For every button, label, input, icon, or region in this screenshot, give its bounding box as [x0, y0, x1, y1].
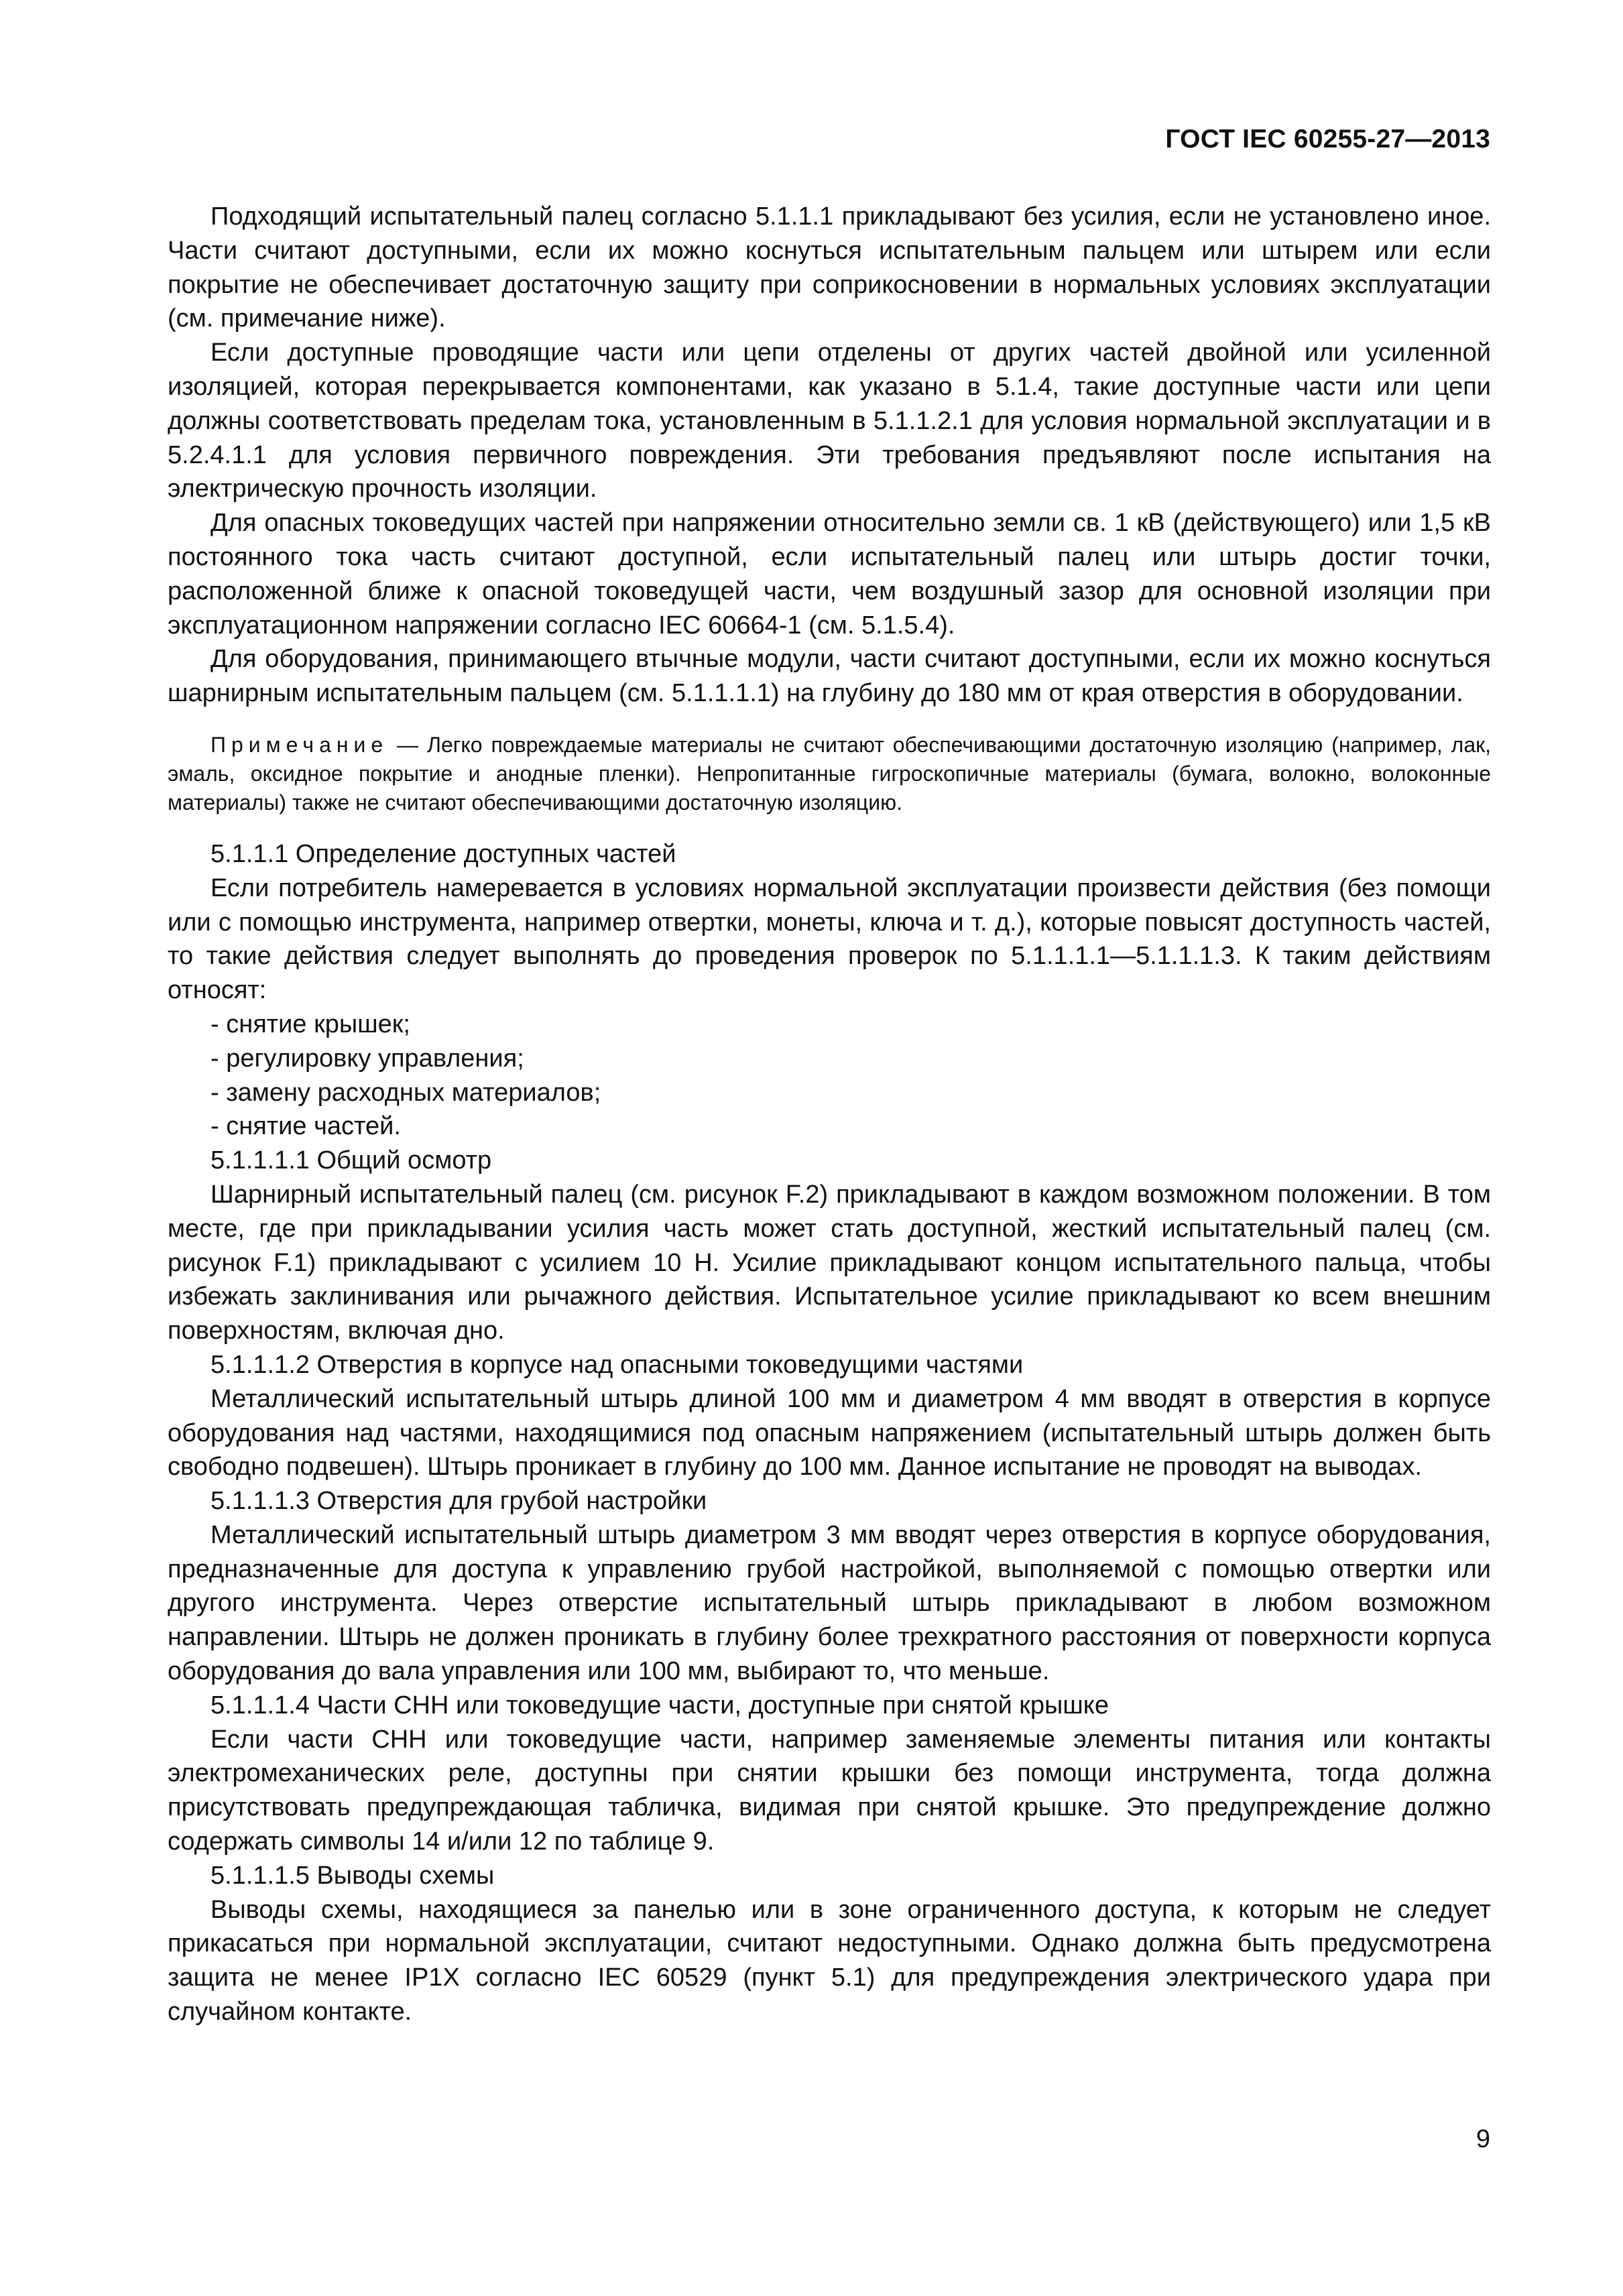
section-text-5-1-1-1-4: Если части СНН или токоведущие части, например заменяемые элементы питания или контакты электромеханических реле, доступны при снятии крышки без помощи инструмента, тогда должна присутствовать предупреждающая табличка, видимая при снятой крышке. Это предупреждение должно содержать символы 14 и/или 12 по таблице 9.	[168, 1725, 1491, 1856]
section-text-5-1-1-1-1: Шарнирный испытательный палец (см. рисунок F.2) прикладывают в каждом возможном положении. В том месте, где при прикладывании усилия часть может стать доступной, жесткий испытательный палец (см. рисунок F.1) прикладывают с усилием 10 Н. Усилие прикладывают концом испытательного пальца, чтобы избежать заклинивания или рычажного действия. Испытательное усилие прикладывают ко всем внешним поверхностям, включая дно.	[168, 1180, 1491, 1345]
paragraph-1: Подходящий испытательный палец согласно 5.1.1.1 прикладывают без усилия, если не установлено иное. Части считают доступными, если их можно коснуться испытательным пальцем или штырем или если покрытие не обеспечивает достаточную защиту при соприкосновении в нормальных условиях эксплуатации (см. примечание ниже).	[168, 202, 1491, 333]
section-text-5-1-1-1-2: Металлический испытательный штырь длиной 100 мм и диаметром 4 мм вводят в отверстия в корпусе оборудования над частями, находящимися под опасным напряжением (испытательный штырь должен быть свободно подвешен). Штырь проникает в глубину до 100 мм. Данное испытание не проводят на выводах.	[168, 1384, 1491, 1482]
section-heading-5-1-1-1-1: 5.1.1.1.1 Общий осмотр	[211, 1146, 492, 1175]
paragraph-4: Для оборудования, принимающего втычные модули, части считают доступными, если их можно коснуться шарнирным испытательным пальцем (см. 5.1.1.1.1) на глубину до 180 мм от края отверстия в оборудовании.	[168, 645, 1491, 708]
section-text-5-1-1-1: Если потребитель намеревается в условиях нормальной эксплуатации произвести действия (без помощи или с помощью инструмента, например отвертки, монеты, ключа и т. д.), которые повысят доступность частей, то такие действия следует выполнять до проведения проверок по 5.1.1.1.1—5.1.1.1.3. К таким действиям относят:	[168, 873, 1491, 1005]
list-item-1: - снятие крышек;	[211, 1010, 410, 1038]
section-text-5-1-1-1-3: Металлический испытательный штырь диаметром 3 мм вводят через отверстия в корпусе оборудования, предназначенные для доступа к управлению грубой настройкой, выполняемой с помощью отвертки или другого инструмента. Через отверстие испытательный штырь прикладывают в любом возможном направлении. Штырь не должен проникать в глубину более трехкратного расстояния от поверхности корпуса оборудования до вала управления или 100 мм, выбирают то, что меньше.	[168, 1520, 1491, 1686]
note-text: — Легко повреждаемые материалы не считают обеспечивающими достаточную изоляцию (например, лак, эмаль, оксидное покрытие и анодные пленки). Непропитанные гигроскопичные материалы (бумага, волокно, волоконные материалы) также не считают обеспечивающими достаточную изоляцию.	[168, 732, 1491, 814]
list-item-4: - снятие частей.	[211, 1112, 401, 1141]
section-heading-5-1-1-1-5: 5.1.1.1.5 Выводы схемы	[211, 1861, 495, 1890]
page-number: 9	[1476, 2125, 1490, 2153]
standard-code-header: ГОСТ IEC 60255-27—2013	[1165, 125, 1490, 154]
list-item-3: - замену расходных материалов;	[211, 1078, 601, 1107]
note-label: Примечание	[211, 732, 389, 757]
section-heading-5-1-1-1-3: 5.1.1.1.3 Отверстия для грубой настройки	[211, 1487, 707, 1516]
paragraph-2: Если доступные проводящие части или цепи отделены от других частей двойной или усиленной изоляцией, которая перекрывается компонентами, как указано в 5.1.4, такие доступные части или цепи должны соответствовать пределам тока, установленным в 5.1.1.2.1 для условия нормальной эксплуатации и в 5.2.4.1.1 для условия первичного повреждения. Эти требования предъявляют после испытания на электрическую прочность изоляции.	[168, 339, 1491, 503]
section-heading-5-1-1-1: 5.1.1.1 Определение доступных частей	[211, 839, 676, 868]
section-heading-5-1-1-1-4: 5.1.1.1.4 Части СНН или токоведущие части, доступные при снятой крышке	[211, 1691, 1109, 1719]
document-body	[168, 200, 1491, 2029]
section-heading-5-1-1-1-2: 5.1.1.1.2 Отверстия в корпусе над опасными токоведущими частями	[211, 1350, 1024, 1379]
section-text-5-1-1-1-5: Выводы схемы, находящиеся за панелью или в зоне ограниченного доступа, к которым не следует прикасаться при нормальной эксплуатации, считают недоступными. Однако должна быть предусмотрена защита не менее IP1X согласно IEC 60529 (пункт 5.1) для предупреждения электрического удара при случайном контакте.	[168, 1895, 1491, 2027]
note-block	[168, 731, 1491, 817]
list-item-2: - регулировку управления;	[211, 1044, 524, 1073]
paragraph-3: Для опасных токоведущих частей при напряжении относительно земли св. 1 кВ (действующего) или 1,5 кВ постоянного тока часть считают доступной, если испытательный палец или штырь достиг точки, расположенной ближе к опасной токоведущей части, чем воздушный зазор для основной изоляции при эксплуатационном напряжении согласно IEC 60664-1 (см. 5.1.5.4).	[168, 509, 1491, 640]
